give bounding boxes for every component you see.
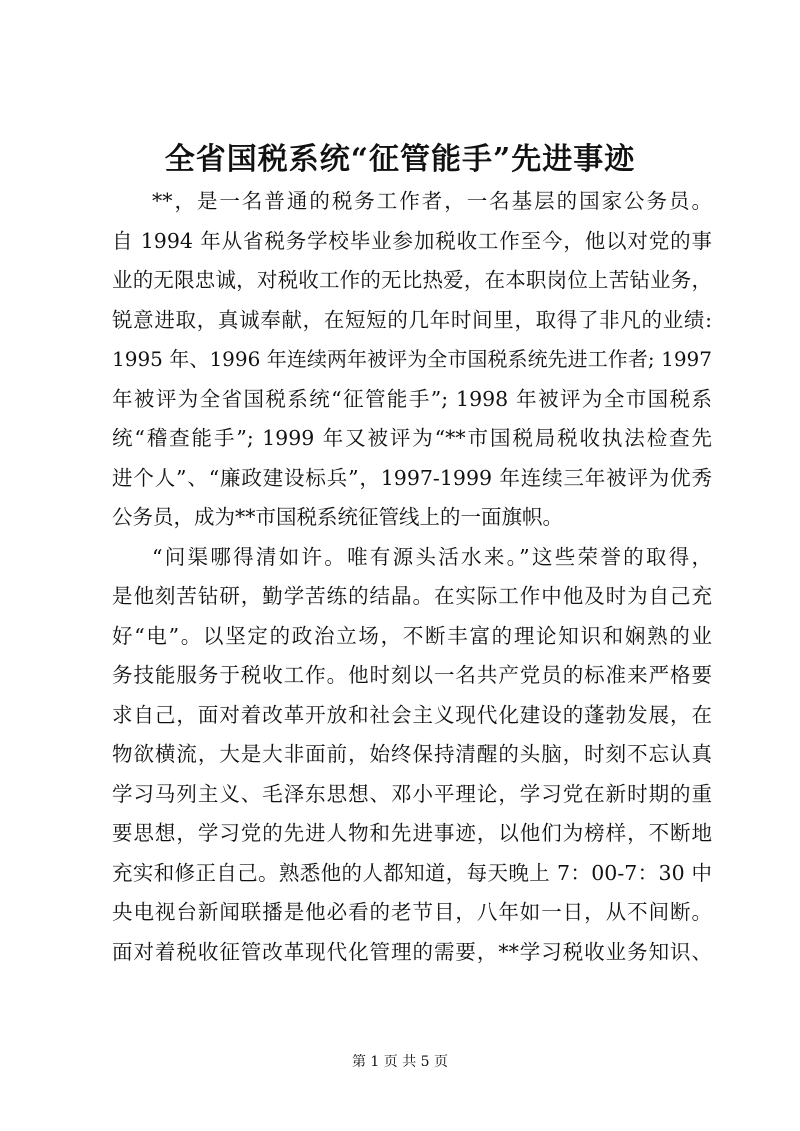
paragraph-2-line-8: 要思想，学习党的先进人物和先进事迹，以他们为榜样，不断地 xyxy=(112,821,712,845)
paragraph-1-line-3: 业的无限忠诚，对税收工作的无比热爱，在本职岗位上苦钻业务， xyxy=(112,268,712,292)
paragraph-2-line-1: “问渠哪得清如许。唯有源头活水来。”这些荣誉的取得， xyxy=(152,544,712,569)
paragraph-1-line-7: 统“稽查能手”; 1999 年又被评为“**市国税局税收执法检查先 xyxy=(112,426,712,450)
paragraph-1-line-6: 年被评为全省国税系统“征管能手”; 1998 年被评为全市国税系 xyxy=(112,386,712,411)
paragraph-1-line-5: 1995 年、1996 年连续两年被评为全市国税系统先进工作者; 1997 xyxy=(112,347,712,371)
paragraph-1-line-9: 公务员，成为**市国税系统征管线上的一面旗帜。 xyxy=(112,505,563,529)
paragraph-1-line-2: 自 1994 年从省税务学校毕业参加税收工作至今，他以对党的事 xyxy=(112,228,712,253)
page-number-footer: 第 1 页 共 5 页 xyxy=(351,1054,449,1070)
paragraph-2-line-7: 学习马列主义、毛泽东思想、邓小平理论，学习党在新时期的重 xyxy=(112,781,712,806)
paragraph-2-line-10: 央电视台新闻联播是他必看的老节目，八年如一日，从不间断。 xyxy=(112,900,712,924)
document-title: 全省国税系统“征管能手”先进事迹 xyxy=(164,142,636,177)
paragraph-1-line-1: **，是一名普通的税务工作者，一名基层的国家公务员。 xyxy=(152,189,712,213)
paragraph-2-line-5: 求自己，面对着改革开放和社会主义现代化建设的蓬勃发展，在 xyxy=(112,702,712,727)
paragraph-2-line-11: 面对着税收征管改革现代化管理的需要，**学习税收业务知识、 xyxy=(112,939,712,964)
document-body xyxy=(112,182,712,972)
paragraph-1-line-4: 锐意进取，真诚奉献，在短短的几年时间里，取得了非凡的业绩: xyxy=(112,307,712,332)
paragraph-2-line-9: 充实和修正自己。熟悉他的人都知道，每天晚上 7：00-7：30 中 xyxy=(112,860,712,885)
paragraph-2-line-4: 务技能服务于税收工作。他时刻以一名共产党员的标准来严格要 xyxy=(112,663,712,687)
paragraph-2-line-6: 物欲横流，大是大非面前，始终保持清醒的头脑，时刻不忘认真 xyxy=(112,742,712,766)
paragraph-2-line-3: 好“电”。以坚定的政治立场，不断丰富的理论知识和娴熟的业 xyxy=(112,623,712,648)
paragraph-2-line-2: 是他刻苦钻研，勤学苦练的结晶。在实际工作中他及时为自己充 xyxy=(112,584,712,608)
paragraph-1-line-8: 进个人”、“廉政建设标兵”，1997-1999 年连续三年被评为优秀 xyxy=(112,465,712,490)
